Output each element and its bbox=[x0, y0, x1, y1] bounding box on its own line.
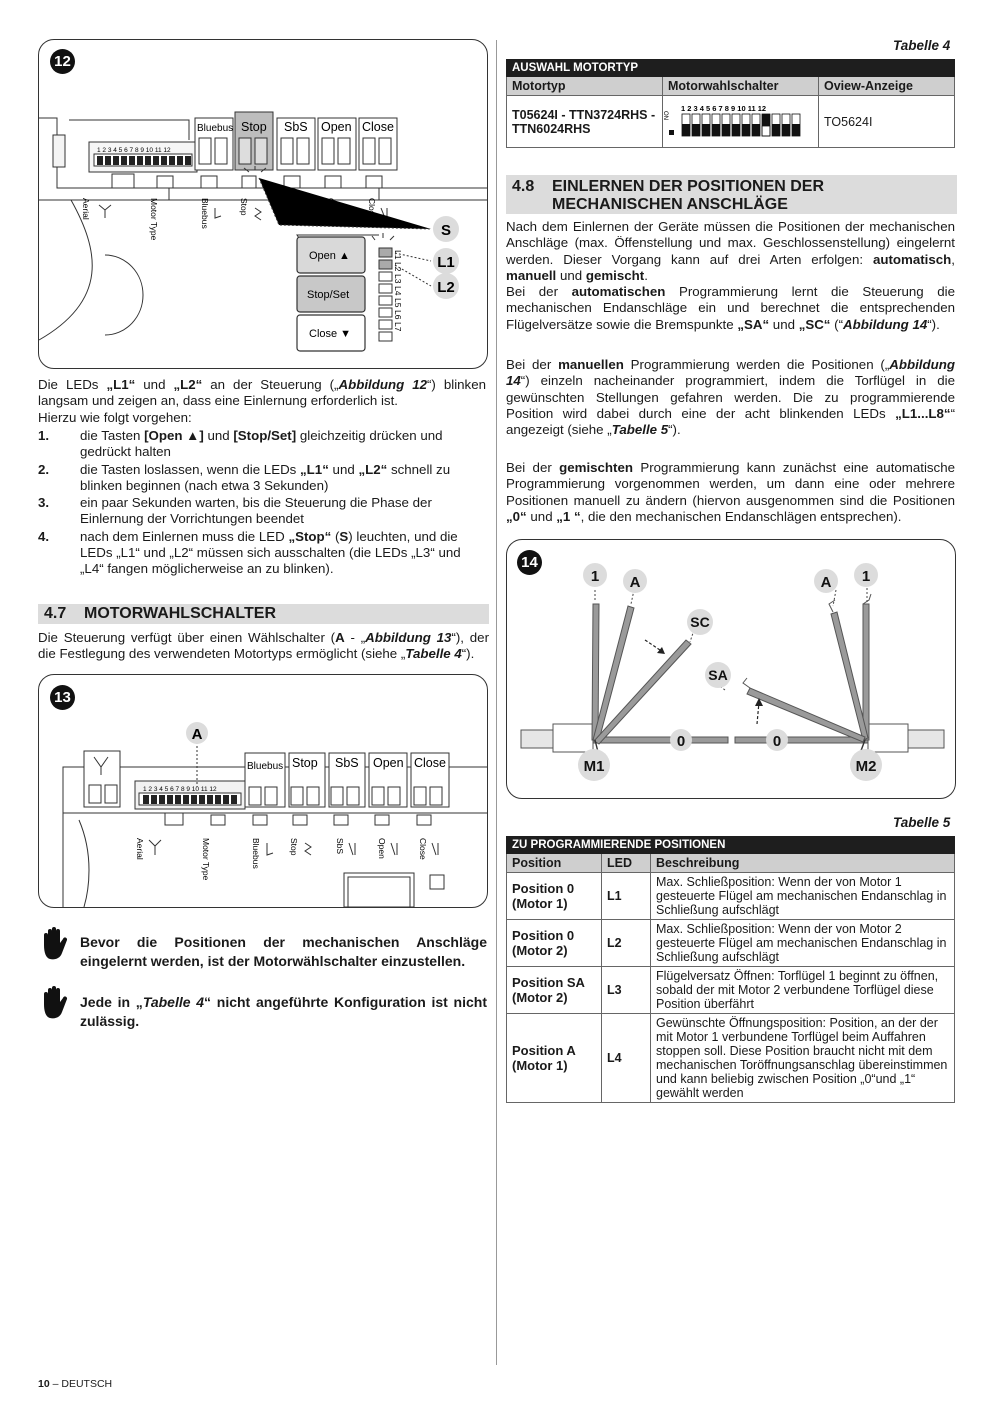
page-number: 10 bbox=[38, 1378, 50, 1390]
figure-number: 13 bbox=[50, 685, 75, 710]
figure-number: 14 bbox=[517, 550, 542, 575]
terminal-label: SbS bbox=[335, 838, 345, 855]
section-4-7-paragraph: Die Steuerung verfügt über einen Wählschalter (A - „Abbildung 13“), der die Festlegung des verwendeten Motortyps ermöglicht (siehe „Tabelle 4“). bbox=[38, 630, 490, 662]
button-label: Stop bbox=[292, 756, 318, 770]
table-row: Position A (Motor 1) L4 Gewünschte Öffnungsposition: Position, an der der mit Motor 1 verbundene Torflügel beim Auffahren stoppen soll. Diese Position braucht nicht mit dem mechanischen Toröffnungsanschlag übereinstimmen und kann beliebig zwischen Position „0“und „1“ gewählt werden bbox=[507, 1014, 955, 1103]
label-sa: SA bbox=[708, 667, 728, 683]
button-label: SbS bbox=[284, 120, 308, 134]
led-label: L4 bbox=[393, 286, 403, 296]
label-sc: SC bbox=[690, 614, 710, 630]
figure-13 bbox=[38, 674, 488, 908]
steps-list bbox=[38, 428, 486, 579]
button-label: Stop bbox=[241, 120, 267, 134]
led-label: L6 bbox=[393, 310, 403, 320]
terminal-label: Bluebus bbox=[200, 198, 210, 229]
column-header: Motortyp bbox=[507, 77, 663, 96]
label-zero-right: 0 bbox=[772, 733, 782, 750]
paragraph-3: Bei der manuellen Programmierung werden die Positionen („Abbildung 14“) einzeln nacheinander programmiert, indem die Torflügel in die gewünschten Stellungen gefahren werden. Die zu programmierende Position wird dabei durch eine der acht blinkenden LEDs „L1...L8““ angezeigt (siehe „Tabelle 5“). bbox=[506, 357, 955, 438]
list-item: 1. die Tasten [Open ▲] und [Stop/Set] gleichzeitig drücken und gedrückt halten bbox=[38, 428, 443, 460]
column-header: Oview-Anzeige bbox=[819, 77, 955, 96]
terminal-label: Stop bbox=[239, 198, 249, 216]
callout-l1: L1 bbox=[437, 254, 455, 271]
section-heading-4-8: 4.8 EINLERNEN DER POSITIONEN DER MECHANISCHEN ANSCHLÄGE bbox=[506, 175, 957, 214]
paragraph-4: Bei der gemischten Programmierung kann zunächst eine automatische Programmierung vorgenommen werden, um dann eine oder mehrere Positionen manuell zu ändern (hiervon ausgenommen sind die Positionen „0“ und „1 “, die den mechanischen Endanschlägen entsprechen). bbox=[506, 460, 955, 524]
intro-paragraph: Die LEDs „L1“ und „L2“ an der Steuerung („Abbildung 12“) blinken langsam und zeigen an, dass eine Einlernung erforderlich ist. Hierzu wie folgt vorgehen: bbox=[38, 377, 486, 425]
table-row: Position 0 (Motor 1) L1 Max. Schließposition: Wenn der von Motor 1 gesteuerte Flügel am mechanischen Endanschlag in Schließung aufschlägt bbox=[507, 873, 955, 920]
led-label: L7 bbox=[393, 322, 403, 332]
label-m1: M1 bbox=[583, 758, 605, 775]
label-a-left: A bbox=[629, 574, 641, 591]
table-title: ZU PROGRAMMIERENDE POSITIONEN bbox=[507, 837, 955, 854]
terminal-label: Motor Type bbox=[149, 198, 159, 241]
column-header: Beschreibung bbox=[651, 854, 955, 873]
dip-numbers: 1 2 3 4 5 6 7 8 9 10 11 12 bbox=[97, 147, 171, 154]
label-m2: M2 bbox=[855, 758, 877, 775]
callout-l2: L2 bbox=[437, 279, 455, 296]
warning-1: Bevor die Positionen der mechanischen Anschläge eingelernt werden, ist der Motorwählschalter einzustellen. bbox=[80, 934, 487, 969]
table-row: Position SA (Motor 2) L3 Flügelversatz Öffnen: Torflügel 1 beginnt zu öffnen, sobald der mit Motor 2 verbundene Torflügel diese Position überfährt bbox=[507, 967, 955, 1014]
table-title: AUSWAHL MOTORTYP bbox=[507, 60, 955, 77]
language-label: DEUTSCH bbox=[61, 1378, 113, 1390]
paragraph-1: Nach dem Einlernen der Geräte müssen die Positionen der mechanischen Anschläge (max. Öffenstellung und max. Geschlossenstellung) eingelernt werden. Dieser Vorgang kann auf drei Arten erfolgen: automatisch, manuell und gemischt. Bei der automatischen Programmierung lernt die Steuerung die mechanischen Endanschläge ein und berechnet die entsprechenden Flügelversätze sowie die Bremspunkte „SA“ und „SC“ (“Abbildung 14“). bbox=[506, 219, 955, 332]
table-4-caption: Tabelle 4 bbox=[893, 38, 951, 53]
figure-14 bbox=[506, 539, 956, 799]
callout-a: A bbox=[191, 726, 203, 743]
column-header: Position bbox=[507, 854, 602, 873]
led-label: L3 bbox=[393, 274, 403, 284]
key-label: Close ▼ bbox=[309, 328, 352, 340]
label-a-right: A bbox=[820, 574, 832, 591]
button-label: Bluebus bbox=[197, 123, 234, 134]
label-one-left: 1 bbox=[590, 568, 600, 585]
table-row: T05624I - TTN3724RHS - TTN6024RHS ON 1 2 3 4 5 6 7 8 9 10 11 12 TO5624I bbox=[507, 96, 955, 148]
list-item: 3. ein paar Sekunden warten, bis die Steuerung die Phase der Einlernung der Vorrichtungen beendet bbox=[38, 495, 432, 527]
button-label: Open bbox=[321, 120, 352, 134]
table-5 bbox=[506, 836, 955, 1103]
terminal-label: Aerial bbox=[135, 838, 145, 860]
figure-12 bbox=[38, 39, 488, 369]
terminal-label: Close bbox=[418, 838, 428, 860]
dip-switch-graphic bbox=[663, 96, 819, 148]
button-label: SbS bbox=[335, 756, 359, 770]
button-label: Close bbox=[362, 120, 394, 134]
svg-text:1 2 3 4 5 6 7 8 9 10 11 12: 1 2 3 4 5 6 7 8 9 10 11 12 bbox=[681, 104, 767, 113]
table-4 bbox=[506, 59, 955, 148]
terminal-label: Open bbox=[377, 838, 387, 859]
table-5-caption: Tabelle 5 bbox=[893, 815, 951, 830]
column-divider bbox=[496, 40, 497, 1365]
svg-text:ON: ON bbox=[662, 111, 668, 120]
terminal-label: Bluebus bbox=[251, 838, 261, 869]
key-label: Stop/Set bbox=[307, 289, 350, 301]
warning-2: Jede in „Tabelle 4“ nicht angeführte Konfiguration ist nicht zulässig. bbox=[80, 994, 487, 1029]
page-footer: 10 – DEUTSCH bbox=[38, 1378, 113, 1390]
column-header: Motorwahlschalter bbox=[663, 77, 819, 96]
terminal-label: Motor Type bbox=[201, 838, 211, 881]
column-header: LED bbox=[602, 854, 651, 873]
led-label: L1 bbox=[393, 250, 403, 260]
table-row: Position 0 (Motor 2) L2 Max. Schließposition: Wenn der von Motor 2 gesteuerte Flügel am mechanischen Endanschlag in Schließung aufschlägt bbox=[507, 920, 955, 967]
figure-number: 12 bbox=[50, 49, 75, 74]
gate-positions-diagram bbox=[507, 540, 955, 798]
control-board-drawing bbox=[39, 40, 487, 368]
label-zero-left: 0 bbox=[676, 733, 686, 750]
callout-s: S bbox=[440, 222, 452, 239]
led-label: L5 bbox=[393, 298, 403, 308]
button-label: Bluebus bbox=[247, 761, 284, 772]
dip-numbers: 1 2 3 4 5 6 7 8 9 10 11 12 bbox=[143, 786, 217, 793]
section-heading-4-7: 4.7 MOTORWAHLSCHALTER bbox=[38, 604, 489, 624]
terminal-label: Stop bbox=[289, 838, 299, 856]
list-item: 4. nach dem Einlernen muss die LED „Stop“ (S) leuchten, und die LEDs „L1“ und „L2“ müssen sich ausschalten (die LEDs „L3“ und „L4“ fangen möglicherweise an zu blinken). bbox=[38, 528, 461, 577]
dip-switch-icon bbox=[662, 100, 809, 140]
button-label: Close bbox=[414, 756, 446, 770]
terminal-label: Aerial bbox=[81, 198, 91, 220]
button-label: Open bbox=[373, 756, 404, 770]
terminal-label: Close bbox=[367, 198, 377, 220]
list-item: 2. die Tasten loslassen, wenn die LEDs „L1“ und „L2“ schnell zu blinken beginnen (nach etwa 3 Sekunden) bbox=[38, 461, 451, 493]
hand-icon bbox=[38, 925, 70, 966]
key-label: Open ▲ bbox=[309, 250, 350, 262]
hand-icon bbox=[38, 984, 70, 1025]
motor-selector-drawing bbox=[39, 675, 487, 907]
led-label: L2 bbox=[393, 262, 403, 272]
label-one-right: 1 bbox=[861, 568, 871, 585]
